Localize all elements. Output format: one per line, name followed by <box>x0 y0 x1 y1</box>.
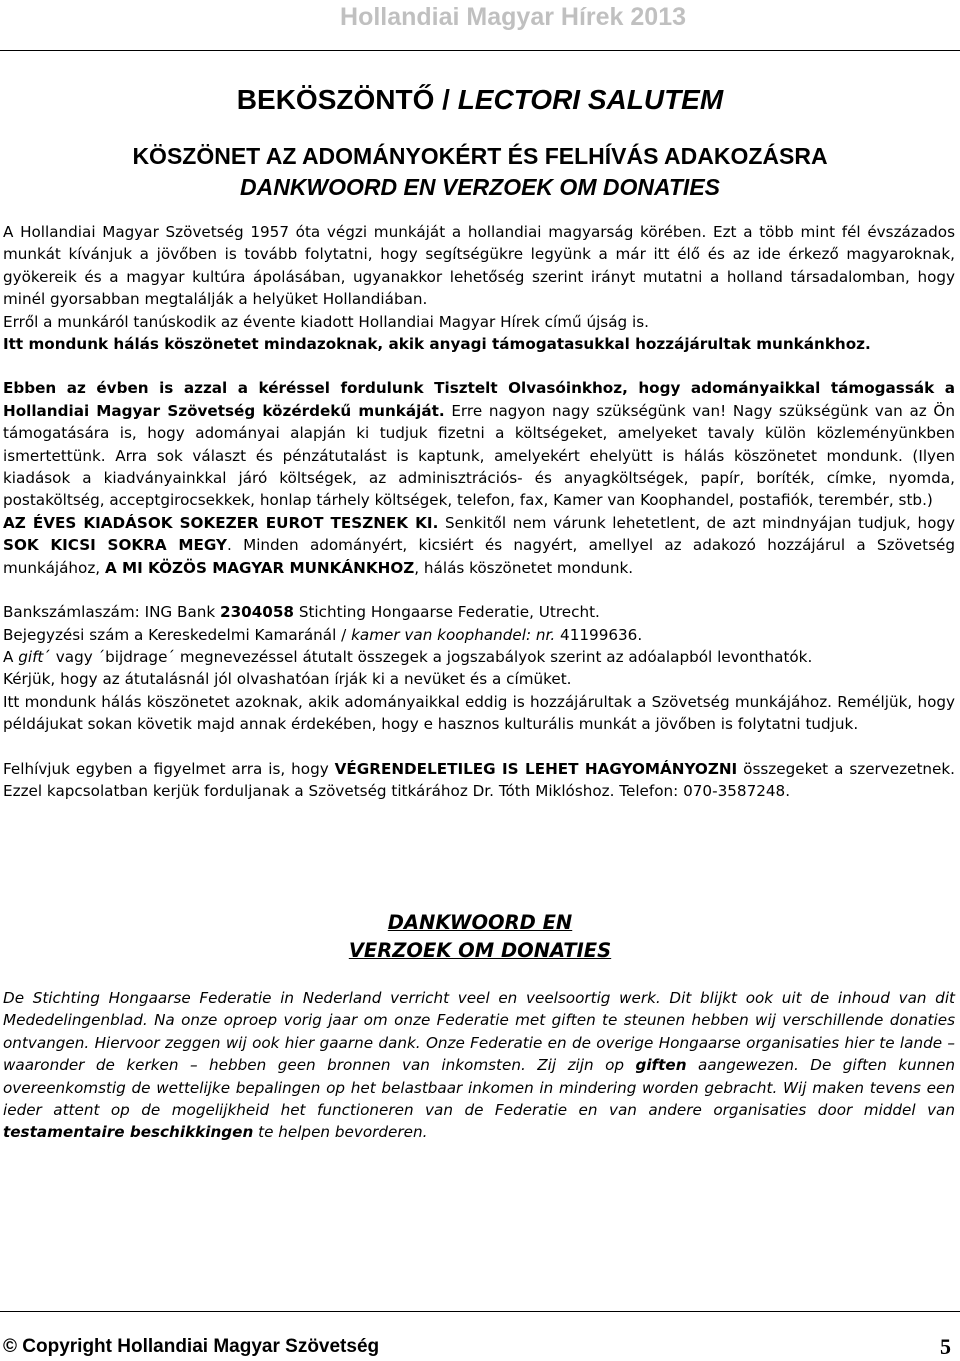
subtitle-dutch: DANKWOORD EN VERZOEK OM DONATIES <box>239 174 721 200</box>
footer-rule <box>0 1311 960 1312</box>
tax-deduction-note: A gift´ vagy ´bijdrage´ megnevezéssel átutalt összegek a jogszabályok szerint az adóalapból levonthatók. <box>3 647 813 666</box>
page-title: BEKÖSZÖNTŐ / LECTORI SALUTEM <box>236 84 724 115</box>
dutch-paragraph: De Stichting Hongaarse Federatie in Nederland verricht veel en veelsoortig werk. Dit blijkt ook uit de inhoud van dit Mededelingenblad. Na onze oproep vorig jaar om onze Federatie met giften te steunen hebben wij verschillende donaties ontvangen. Hiervoor zeggen wij ook hier gaarne dank. Onze Federatie en de overige Hongaarse organisaties hier te lande – waaronder de kerken – hebben geen bronnen van inkomsten. Zij zijn op giften aangewezen. De giften kunnen overeenkomstig de wettelijke bepalingen op het belastbaar inkomen in mindering worden gebracht. Wij maken tevens een ieder attent op de mogelijkheid het functioneren van de Federatie en van andere organisaties door middel van testamentaire beschikkingen te helpen bevorderen. <box>3 989 955 1142</box>
thanks-paragraph: Itt mondunk hálás köszönetet mindazoknak, akik anyagi támogatasukkal hozzájárultak munkánkhoz. <box>3 335 871 354</box>
gratitude-paragraph: Itt mondunk hálás köszönetet azoknak, akik adományaikkal eddig is hozzájárultak a Szövetség munkájához. Reméljük, hogy példájukat sokan követik majd annak érdekében, hogy e hasznos kulturális munkát a jövőben is folytatni tudjuk. <box>3 692 955 734</box>
dutch-title-line1: DANKWOORD EN <box>387 911 573 934</box>
subtitle-hungarian: KÖSZÖNET AZ ADOMÁNYOKÉRT ÉS FELHÍVÁS ADAKOZÁSRA <box>132 143 828 169</box>
header-rule <box>0 50 960 51</box>
newspaper-paragraph: Erről a munkáról tanúskodik az évente kiadott Hollandiai Magyar Hírek című újság is. <box>3 312 649 331</box>
registration-number: Bejegyzési szám a Kereskedelmi Kamaránál / kamer van koophandel: nr. 41199636. <box>3 625 643 644</box>
dutch-article <box>3 987 955 1144</box>
running-header: Hollandiai Magyar Hírek 2013 <box>340 3 686 31</box>
intro-paragraph: A Hollandiai Magyar Szövetség 1957 óta végzi munkáját a hollandiai magyarság körében. Ezt a több mint fél évszázados munkát kívánjuk a jövőben is tovább folytatni, hogy segítségükre legyünk a már itt élő és az ide érkező magyaroknak, gyökereik és a magyar kultúra ápolásában, ugyanakkor lehetőség szerint irányt mutatni a holland társadalomban, hogy minél gyorsabban megtalálják a helyüket Hollandiában. <box>3 223 955 309</box>
page-number: 5 <box>940 1334 951 1359</box>
transfer-request: Kérjük, hogy az átutalásnál jól olvashatóan írják ki a nevüket és a címüket. <box>3 670 572 689</box>
bank-account: Bankszámlaszám: ING Bank 2304058 Stichting Hongaarse Federatie, Utrecht. <box>3 603 600 622</box>
dutch-title-line2: VERZOEK OM DONATIES <box>348 939 612 962</box>
donation-request-paragraph: Ebben az évben is azzal a kéréssel fordulunk Tisztelt Olvasóinkhoz, hogy adományaikkal támogassák a Hollandiai Magyar Szövetség közérdekű munkáját. Erre nagyon nagy szükségünk van! Nagy szükségünk van az Ön támogatására is, hogy adományai alapján ki tudjuk fizetni a költségeket, amelyeket tavaly külön közleményünkben ismertettünk. Arra sok választ és pénzátutalást is kaptunk, amelyekért ehelyütt is hálás köszönetet mondunk. (Ilyen kiadások a kiadványainkkal járó költségek, az adminisztrációs- és anyagköltségek, papír, boríték, címke, nyomda, postaköltség, acceptgirocsekkek, honlap tárhely költségek, telefon, fax, Kamer van Koophandel, postafiók, terembér, stb.) AZ ÉVES KIADÁSOK SOKEZER EUROT TESZNEK KI. Senkitől nem várunk lehetetlent, de azt mindnyájan tudjuk, hogy SOK KICSI SOKRA MEGY. Minden adományért, kicsiért és nagyért, amellyel az adakozó hozzájárul a Szövetség munkájához, A MI KÖZÖS MAGYAR MUNKÁNKHOZ, hálás köszönetet mondunk. <box>3 379 956 577</box>
copyright-notice: © Copyright Hollandiai Magyar Szövetség <box>3 1336 380 1357</box>
bequest-paragraph: Felhívjuk egyben a figyelmet arra is, hogy VÉGRENDELETILEG IS LEHET HAGYOMÁNYOZNI összegeket a szervezetnek. Ezzel kapcsolatban kerjük forduljanak a Szövetség titkárához Dr. Tóth Miklóshoz. Telefon: 070-3587248. <box>3 759 955 800</box>
hungarian-article <box>3 221 955 802</box>
